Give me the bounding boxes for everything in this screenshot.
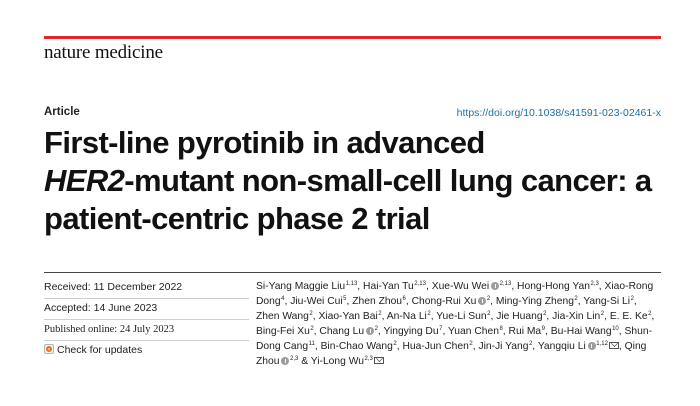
author-entry (448, 326, 503, 337)
author-affiliation: 9 (541, 326, 545, 333)
author-name[interactable]: Yue-Li Sun (436, 311, 487, 323)
author-entry (432, 281, 512, 292)
author-name[interactable]: E. E. Ke (609, 311, 648, 323)
author-affiliation: 2 (309, 311, 313, 318)
author-name[interactable]: Hai-Yan Tu (363, 281, 414, 292)
author-affiliation: 2 (528, 341, 533, 348)
title-line-3: patient-centric phase 2 trial (44, 201, 430, 236)
author-affiliation: 2 (469, 341, 473, 348)
author-name[interactable]: Qing Zhou (256, 341, 647, 368)
author-entry (290, 296, 346, 307)
author-entry (256, 311, 313, 322)
author-ampersand: & (301, 356, 311, 368)
orcid-icon[interactable] (478, 297, 486, 305)
check-for-updates-link[interactable] (44, 341, 249, 361)
title-gene-name: HER2 (44, 163, 125, 198)
author-affiliation: 5 (343, 296, 347, 303)
author-affiliation: 2 (374, 326, 378, 333)
author-affiliation: 2,3 (590, 281, 599, 287)
author-name[interactable]: Rui Ma (508, 326, 542, 338)
author-entry (478, 341, 532, 352)
orcid-icon[interactable] (588, 342, 596, 350)
author-affiliation: 2 (310, 326, 314, 333)
author-affiliation: 11 (308, 341, 315, 348)
author-entry (319, 326, 378, 337)
author-affiliation: 2 (574, 296, 578, 303)
author-entry (318, 311, 381, 322)
author-affiliation: 6 (402, 296, 406, 303)
author-name[interactable]: Yi-Long Wu (310, 356, 364, 368)
author-affiliation: 1,12 (596, 341, 608, 348)
title-line-2 (44, 162, 661, 200)
author-name[interactable]: Shun-Dong Cang (256, 326, 652, 353)
author-entry (551, 326, 619, 337)
author-name[interactable]: Yangqiu Li (537, 341, 586, 353)
author-affiliation: 2 (600, 311, 605, 318)
author-affiliation: 2,3 (364, 356, 373, 363)
author-entry (363, 281, 426, 292)
published-date: Published online: 24 July 2023 (44, 320, 249, 341)
author-entry (321, 341, 397, 352)
author-name[interactable]: Bu-Hai Wang (550, 326, 612, 338)
author-entry (496, 311, 546, 322)
email-icon[interactable] (609, 342, 619, 349)
article-history (44, 278, 249, 361)
author-name[interactable]: Zhen Wang (256, 311, 309, 323)
doi-link[interactable]: https://doi.org/10.1038/s41591-023-02461-x (456, 107, 661, 119)
article-type: Article (44, 106, 80, 118)
article-title (44, 124, 661, 238)
title-line-2-rest: -mutant non-small-cell lung cancer: a (124, 163, 652, 198)
author-name[interactable]: Chang Lu (319, 326, 365, 338)
author-affiliation: 7 (439, 326, 443, 333)
author-entry (538, 341, 619, 352)
author-entry (256, 281, 357, 292)
author-name[interactable]: Xiao-Rong Dong (256, 281, 654, 308)
author-entry (496, 296, 578, 307)
article-meta-row (44, 106, 661, 122)
author-affiliation: 2 (427, 311, 431, 318)
email-icon[interactable] (374, 357, 384, 364)
journal-header-rule (44, 36, 661, 39)
author-affiliation: 4 (281, 296, 285, 303)
author-name[interactable]: An-Na Li (386, 311, 427, 323)
author-entry (583, 296, 634, 307)
author-name[interactable]: Yuan Chen (447, 326, 499, 338)
check-for-updates-label[interactable]: Check for updates (57, 344, 143, 356)
author-affiliation: 2 (486, 296, 491, 303)
author-name[interactable]: Xiao-Yan Bai (318, 311, 378, 323)
author-name[interactable]: Jia-Xin Lin (552, 311, 601, 323)
author-name[interactable]: Xue-Wu Wei (431, 281, 490, 292)
author-name[interactable]: Ming-Ying Zheng (495, 296, 574, 308)
author-name[interactable]: Si-Yang Maggie Liu (256, 281, 346, 292)
author-name[interactable]: Hong-Hong Yan (517, 281, 590, 292)
author-name[interactable]: Jiu-Wei Cui (290, 296, 343, 308)
author-name[interactable]: Yingying Du (383, 326, 439, 338)
author-name[interactable]: Bin-Chao Wang (320, 341, 393, 353)
author-affiliation: 2 (393, 341, 397, 348)
author-affiliation: 2,3 (289, 356, 299, 363)
author-affiliation: 10 (612, 326, 619, 333)
check-for-updates-icon (44, 344, 54, 354)
accepted-date: Accepted: 14 June 2023 (44, 299, 249, 320)
author-entry (387, 311, 431, 322)
journal-name[interactable]: nature medicine (44, 42, 163, 63)
author-affiliation: 2 (487, 311, 491, 318)
author-entry (509, 326, 545, 337)
author-affiliation: 2,13 (499, 281, 512, 287)
author-name[interactable]: Chong-Rui Xu (411, 296, 477, 308)
received-date: Received: 11 December 2022 (44, 278, 249, 299)
author-name[interactable]: Jin-Ji Yang (478, 341, 529, 353)
title-divider (44, 272, 661, 273)
author-affiliation: 2 (378, 311, 382, 318)
orcid-icon[interactable] (491, 282, 499, 290)
author-name[interactable]: Hua-Jun Chen (402, 341, 469, 353)
author-affiliation: 8 (499, 326, 503, 333)
author-entry (402, 341, 472, 352)
author-name[interactable]: Bing-Fei Xu (256, 326, 310, 338)
author-affiliation: 2 (630, 296, 634, 303)
author-affiliation: 2 (648, 311, 652, 318)
orcid-icon[interactable] (366, 327, 374, 335)
title-line-1: First-line pyrotinib in advanced (44, 125, 485, 160)
author-entry (436, 311, 490, 322)
author-name[interactable]: Jie Huang (496, 311, 543, 323)
author-affiliation: 2 (543, 311, 547, 318)
author-entry (517, 281, 599, 292)
author-list: Si-Yang Maggie Liu$^{1,13}$, Hai-Yan Tu$^{2,13}$, Xue-Wu Wei $^{2,13}$, Hong-Hong Yan$^{2,3}$, Xiao-Rong Dong$^4$, Jiu-Wei Cui$^5$, Zhen Zhou$^6$, Chong-Rui Xu $^2$, Ming-Ying Zheng$^2$, Yang-Si Li$^2$, Zhen Wang$^2$, Xiao-Yan Bai$^2$, An-Na Li$^2$, Yue-Li Sun$^2$, Jie Huang$^2$, Jia-Xin Lin$^2$, E. E. Ke$^2$, Bing-Fei Xu$^2$, Chang Lu $^2$, Yingying Du$^7$, Yuan Chen$^8$, Rui Ma$^9$, Bu-Hai Wang$^{10}$, Shun-Dong Cang$^{11}$, Bin-Chao Wang$^2$, Hua-Jun Chen$^2$, Jin-Ji Yang$^2$, Yangqiu Li $^{1,12}$ , Qing Zhou $^{2,3}$ & Yi-Long Wu$^{2,3}$ (256, 281, 655, 368)
author-entry (610, 311, 652, 322)
author-entry (256, 326, 314, 337)
author-entry (383, 326, 442, 337)
author-entry (412, 296, 491, 307)
author-name[interactable]: Yang-Si Li (583, 296, 631, 308)
author-name[interactable]: Zhen Zhou (352, 296, 403, 308)
author-affiliation: 2,13 (414, 281, 426, 287)
orcid-icon[interactable] (281, 357, 289, 365)
author-entry (552, 311, 604, 322)
author-entry (301, 356, 384, 367)
author-entry (352, 296, 406, 307)
author-affiliation: 1,13 (345, 281, 358, 287)
